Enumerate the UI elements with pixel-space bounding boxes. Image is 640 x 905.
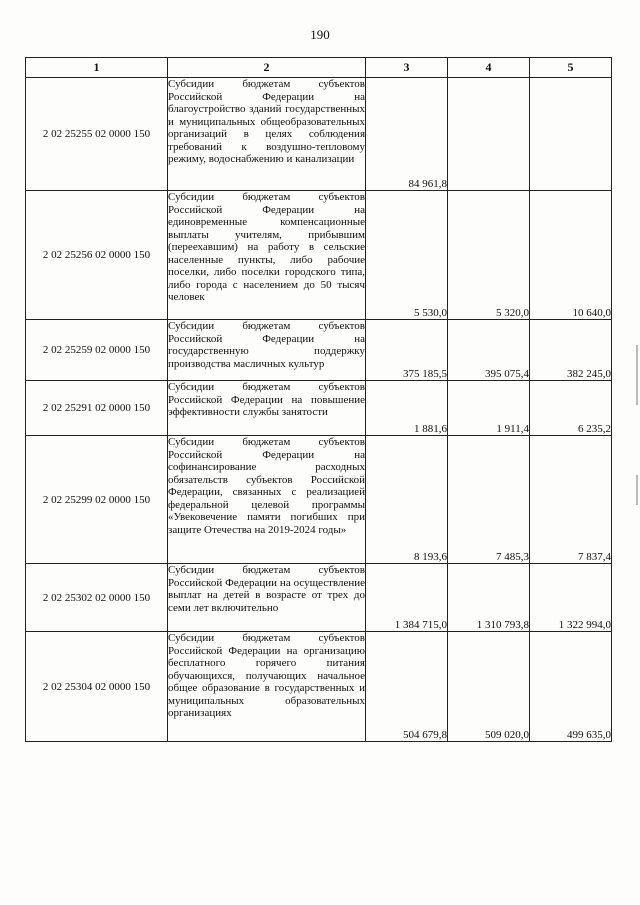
- row-description: Субсидии бюджетам субъектов Российской Федерации на благоустройство зданий государственных и муниципальных общеобразовательных организаций в целях соблюдения требований к воздушно-тепловому режиму, водоснабжению и канализации: [168, 78, 366, 191]
- row-value-col4: 1 911,4: [448, 381, 530, 436]
- scan-edge-mark: [636, 475, 638, 505]
- budget-table: [25, 57, 612, 742]
- table-row: [26, 191, 612, 320]
- table-row: [26, 320, 612, 381]
- row-value-col4: 5 320,0: [448, 191, 530, 320]
- row-description: Субсидии бюджетам субъектов Российской Федерации на государственную поддержку производства масличных культур: [168, 320, 366, 381]
- row-value-col3: 375 185,5: [366, 320, 448, 381]
- header-col-5: 5: [530, 58, 612, 78]
- scan-edge-mark: [636, 345, 638, 405]
- row-code: 2 02 25259 02 0000 150: [26, 320, 168, 381]
- row-code: 2 02 25299 02 0000 150: [26, 436, 168, 564]
- page-number: 190: [310, 27, 330, 42]
- header-col-4: 4: [448, 58, 530, 78]
- row-value-col3: 504 679,8: [366, 632, 448, 742]
- table-row: [26, 564, 612, 632]
- row-value-col3: 1 384 715,0: [366, 564, 448, 632]
- row-value-col5: 1 322 994,0: [530, 564, 612, 632]
- header-col-2: 2: [168, 58, 366, 78]
- row-description: Субсидии бюджетам субъектов Российской Федерации на софинансирование расходных обязательств субъектов Российской Федерации, связанных с реализацией федеральной целевой программы «Увековечение памяти погибших при защите Отечества на 2019-2024 годы»: [168, 436, 366, 564]
- row-value-col5: 10 640,0: [530, 191, 612, 320]
- row-value-col5: 7 837,4: [530, 436, 612, 564]
- header-col-1: 1: [26, 58, 168, 78]
- table-row: [26, 381, 612, 436]
- row-value-col4: 509 020,0: [448, 632, 530, 742]
- row-value-col3: 5 530,0: [366, 191, 448, 320]
- row-value-col5: 6 235,2: [530, 381, 612, 436]
- row-code: 2 02 25304 02 0000 150: [26, 632, 168, 742]
- row-value-col5: 382 245,0: [530, 320, 612, 381]
- row-value-col3: 1 881,6: [366, 381, 448, 436]
- row-description: Субсидии бюджетам субъектов Российской Федерации на осуществление выплат на детей в возрасте от трех до семи лет включительно: [168, 564, 366, 632]
- row-code: 2 02 25291 02 0000 150: [26, 381, 168, 436]
- row-description: Субсидии бюджетам субъектов Российской Федерации на организацию бесплатного горячего питания обучающихся, получающих начальное общее образование в государственных и муниципальных образовательных организациях: [168, 632, 366, 742]
- row-value-col4: 395 075,4: [448, 320, 530, 381]
- row-value-col5: 499 635,0: [530, 632, 612, 742]
- row-value-col3: 84 961,8: [366, 78, 448, 191]
- header-col-3: 3: [366, 58, 448, 78]
- row-description: Субсидии бюджетам субъектов Российской Федерации на единовременные компенсационные выплаты учителям, прибывшим (переехавшим) на работу в сельские населенные пункты, либо рабочие поселки, либо поселки городского типа, либо города с населением до 50 тысяч человек: [168, 191, 366, 320]
- table-row: [26, 632, 612, 742]
- row-value-col4: 7 485,3: [448, 436, 530, 564]
- row-code: 2 02 25302 02 0000 150: [26, 564, 168, 632]
- row-description: Субсидии бюджетам субъектов Российской Федерации на повышение эффективности службы занятости: [168, 381, 366, 436]
- row-code: 2 02 25256 02 0000 150: [26, 191, 168, 320]
- table-header-row: [26, 58, 612, 78]
- table-row: [26, 436, 612, 564]
- row-value-col4: [448, 78, 530, 191]
- row-value-col3: 8 193,6: [366, 436, 448, 564]
- table-row: [26, 78, 612, 191]
- row-value-col4: 1 310 793,8: [448, 564, 530, 632]
- row-code: 2 02 25255 02 0000 150: [26, 78, 168, 191]
- row-value-col5: [530, 78, 612, 191]
